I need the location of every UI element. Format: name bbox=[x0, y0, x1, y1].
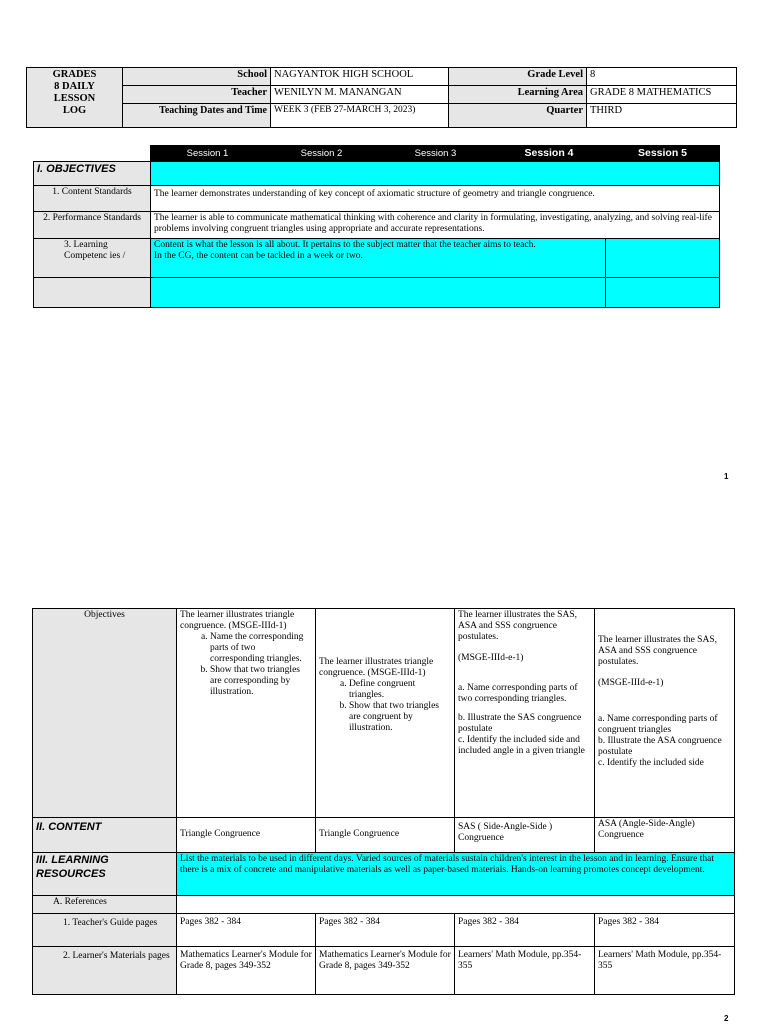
performance-standards-label: 2. Performance Standards bbox=[34, 212, 151, 239]
title-line: LESSON bbox=[53, 93, 96, 104]
learning-area-label: Learning Area bbox=[449, 86, 587, 104]
blank-cyan bbox=[151, 278, 606, 308]
title-line: LOG bbox=[62, 105, 87, 116]
session-header: Session 2 bbox=[265, 146, 379, 162]
objectives-label bbox=[33, 609, 177, 818]
content-value: ASA (Angle-Side-Angle) Congruence bbox=[595, 818, 735, 853]
lm-value: Mathematics Learner's Module for Grade 8, pages 349-352 bbox=[316, 947, 455, 995]
teacher-label: Teacher bbox=[123, 86, 271, 104]
objective-item: c. Identify the included side and included angle in a given triangle bbox=[458, 735, 585, 756]
resources-heading: III. LEARNING RESOURCES bbox=[33, 853, 177, 896]
content-value: SAS ( Side-Angle-Side ) Congruence bbox=[455, 818, 595, 853]
title-line: GRADES bbox=[52, 69, 97, 80]
lm-value: Mathematics Learner's Module for Grade 8, pages 349-352 bbox=[177, 947, 316, 995]
content-heading: II. CONTENT bbox=[33, 818, 177, 853]
session-header: Session 4 bbox=[493, 146, 606, 162]
teachers-guide-label-text: 1. Teacher's Guide pages bbox=[63, 918, 158, 928]
objective-item: a. Define congruent triangles. bbox=[349, 679, 451, 701]
objective-item: b. Illustrate the SAS congruence postulate bbox=[458, 713, 582, 734]
lm-value: Learners' Math Module, pp.354-355 bbox=[455, 947, 595, 995]
objective-item: b. Show that two triangles are corresponding by illustration. bbox=[210, 665, 312, 698]
learning-competencies-line: In the CG, the content can be tackled in a week or two. bbox=[154, 251, 363, 261]
lm-value: Learners' Math Module, pp.354-355 bbox=[595, 947, 735, 995]
session-header: Session 5 bbox=[606, 146, 720, 162]
objective-code: (MSGE-IIId-e-1) bbox=[458, 653, 524, 663]
learning-competencies-line: Content is what the lesson is all about. It pertains to the subject matter that the teacher aims to teach. bbox=[154, 240, 536, 250]
content-standards-label: 1. Content Standards bbox=[34, 186, 151, 212]
learning-competencies-s5 bbox=[606, 239, 720, 278]
quarter-label: Quarter bbox=[449, 104, 587, 128]
header-table bbox=[26, 67, 737, 128]
tg-value: Pages 382 - 384 bbox=[316, 914, 455, 947]
learning-competencies-label-text: 3. Learning Competenc ies / bbox=[64, 240, 126, 261]
tg-value: Pages 382 - 384 bbox=[595, 914, 735, 947]
learners-materials-label bbox=[33, 947, 177, 995]
objective-intro: The learner illustrates the SAS, ASA and SSS congruence postulates. bbox=[598, 635, 717, 667]
objective-intro: The learner illustrates the SAS, ASA and SSS congruence postulates. bbox=[458, 610, 577, 642]
objectives-label-text: Objectives bbox=[84, 610, 125, 620]
objectives-band bbox=[151, 162, 720, 186]
resources-text: List the materials to be used in different days. Varied sources of materials sustain children's interest in the lesson and in learning. Ensure that there is a mix of concrete and manipulative materials as well as paper-based materials. Hands-on learning promotes concept development. bbox=[177, 853, 735, 896]
blank-cyan-s5 bbox=[606, 278, 720, 308]
session4-objectives bbox=[595, 609, 735, 818]
objective-item: c. Identify the included side bbox=[598, 758, 704, 768]
quarter-value: THIRD bbox=[587, 104, 737, 128]
learners-materials-label-text: 2. Learner's Materials pages bbox=[63, 951, 170, 961]
learning-area-value: GRADE 8 MATHEMATICS bbox=[587, 86, 737, 104]
teachers-guide-label bbox=[33, 914, 177, 947]
objective-intro: The learner illustrates triangle congruence. (MSGE-IIId-1) bbox=[319, 657, 434, 678]
objective-code: (MSGE-IIId-e-1) bbox=[598, 678, 664, 688]
objective-item: a. Name corresponding parts of congruent triangles bbox=[598, 714, 718, 735]
session-header: Session 3 bbox=[379, 146, 493, 162]
title-line: 8 DAILY bbox=[54, 81, 95, 92]
tg-value: Pages 382 - 384 bbox=[455, 914, 595, 947]
session2-objectives bbox=[316, 609, 455, 818]
page-number: 1 bbox=[724, 472, 729, 481]
page-number: 2 bbox=[724, 1014, 729, 1023]
school-label: School bbox=[123, 68, 271, 86]
objective-intro: The learner illustrates triangle congruence. (MSGE-IIId-1) bbox=[180, 610, 295, 631]
objectives-table bbox=[33, 145, 720, 308]
blank-label bbox=[34, 278, 151, 308]
dates-label: Teaching Dates and Time bbox=[123, 104, 271, 128]
performance-standards-text: The learner is able to communicate mathematical thinking with coherence and clarity in formulating, investigating, analyzing, and solving real-life problems involving congruent triangles using appropriate and accurate representations. bbox=[151, 212, 720, 239]
objective-list bbox=[319, 679, 451, 734]
objective-list bbox=[180, 632, 312, 698]
objectives-heading: I. OBJECTIVES bbox=[34, 162, 151, 186]
school-value: NAGYANTOK HIGH SCHOOL bbox=[271, 68, 449, 86]
objective-item: b. Illustrate the ASA congruence postulate bbox=[598, 736, 722, 757]
references-label-text: A. References bbox=[53, 897, 107, 907]
teacher-value: WENILYN M. MANANGAN bbox=[271, 86, 449, 104]
objective-item: a. Name the corresponding parts of two corresponding triangles. bbox=[210, 632, 312, 665]
objective-item: a. Name corresponding parts of two corresponding triangles. bbox=[458, 683, 578, 704]
session3-objectives bbox=[455, 609, 595, 818]
references-label bbox=[33, 896, 177, 914]
session-header: Session 1 bbox=[151, 146, 265, 162]
content-value: Triangle Congruence bbox=[316, 818, 455, 853]
tg-value: Pages 382 - 384 bbox=[177, 914, 316, 947]
content-value: Triangle Congruence bbox=[177, 818, 316, 853]
dates-value: WEEK 3 (FEB 27-MARCH 3, 2023) bbox=[271, 104, 449, 128]
references-blank bbox=[177, 896, 735, 914]
learning-competencies-text bbox=[151, 239, 606, 278]
content-standards-text: The learner demonstrates understanding of key concept of axiomatic structure of geometry and triangle congruence. bbox=[151, 186, 720, 212]
grade-level-value: 8 bbox=[587, 68, 737, 86]
lesson-table bbox=[32, 608, 735, 995]
learning-competencies-label bbox=[34, 239, 151, 278]
grade-level-label: Grade Level bbox=[449, 68, 587, 86]
session1-objectives bbox=[177, 609, 316, 818]
objective-item: b. Show that two triangles are congruent by illustration. bbox=[349, 701, 451, 734]
lesson-log-title bbox=[27, 68, 123, 128]
